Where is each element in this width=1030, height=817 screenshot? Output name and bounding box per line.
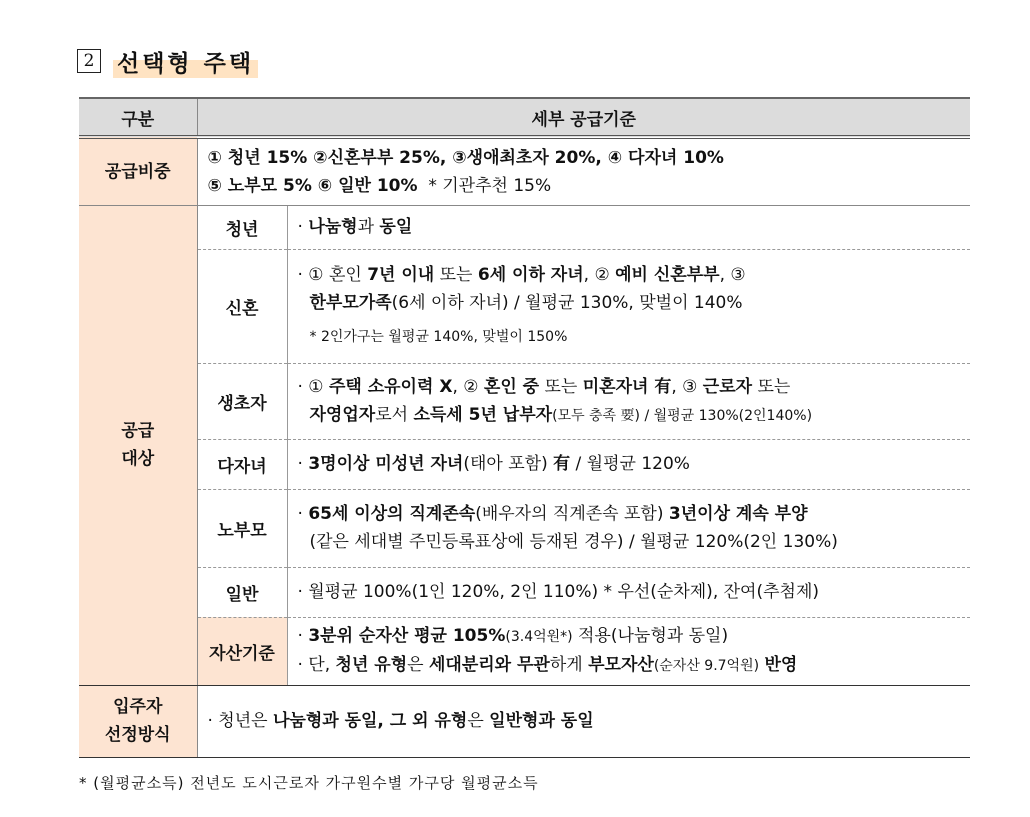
newlywed-note: * 2인가구는 월평균 140%, 맞벌이 150% — [309, 329, 568, 345]
section-title-text: 선택형 주택 — [113, 45, 258, 78]
youth-content: · 나눔형과 동일 — [287, 205, 970, 249]
newlywed-content: · ① 혼인 7년 이내 또는 6세 이하 자녀, ② 예비 신혼부부, ③ 한부모가족(6세 이하 자녀) / 월평균 130%, 맞벌이 140% * 2인가구는 월평균 140%, 맞벌이 150% — [287, 249, 970, 363]
ratio-line2: ⑤ 노부모 5% ⑥ 일반 10% — [207, 175, 418, 196]
elderly-label: 노부모 — [197, 489, 287, 567]
supply-criteria-table — [79, 97, 970, 758]
elderly-content: · 65세 이상의 직계존속(배우자의 직계존속 포함) 3년이상 계속 부양 (같은 세대별 주민등록표상에 등재된 경우) / 월평균 120%(2인 130%) — [287, 489, 970, 567]
section-title — [77, 44, 258, 78]
ratio-line1: ① 청년 15% ②신혼부부 25%, ③생애최초자 20%, ④ 다자녀 10% — [207, 147, 724, 168]
ratio-agency-note: * 기관추천 15% — [428, 175, 552, 196]
youth-label: 청년 — [197, 205, 287, 249]
firsttime-label: 생초자 — [197, 363, 287, 439]
general-label: 일반 — [197, 567, 287, 617]
section-number-box: 2 — [77, 49, 101, 73]
header-detail: 세부 공급기준 — [197, 98, 970, 137]
firsttime-content: · ① 주택 소유이력 X, ② 혼인 중 또는 미혼자녀 有, ③ 근로자 또는 자영업자로서 소득세 5년 납부자(모두 충족 要) / 월평균 130%(2인140%) — [287, 363, 970, 439]
multichild-label: 다자녀 — [197, 439, 287, 489]
multichild-content: · 3명이상 미성년 자녀(태아 포함) 有 / 월평균 120% — [287, 439, 970, 489]
selection-label: 입주자 선정방식 — [79, 685, 197, 757]
selection-content: · 청년은 나눔형과 동일, 그 외 유형은 일반형과 동일 — [197, 685, 970, 757]
ratio-label: 공급비중 — [79, 137, 197, 205]
ratio-content — [197, 137, 970, 205]
general-content: · 월평균 100%(1인 120%, 2인 110%) * 우선(순차제), 잔여(추첨제) — [287, 567, 970, 617]
footnote: * (월평균소득) 전년도 도시근로자 가구원수별 가구당 월평균소득 — [79, 774, 539, 792]
asset-content: · 3분위 순자산 평균 105%(3.4억원*) 적용(나눔형과 동일) · 단, 청년 유형은 세대분리와 무관하게 부모자산(순자산 9.7억원) 반영 — [287, 617, 970, 685]
header-category: 구분 — [79, 98, 197, 137]
asset-label: 자산기준 — [197, 617, 287, 685]
target-label: 공급 대상 — [79, 205, 197, 685]
newlywed-label: 신혼 — [197, 249, 287, 363]
